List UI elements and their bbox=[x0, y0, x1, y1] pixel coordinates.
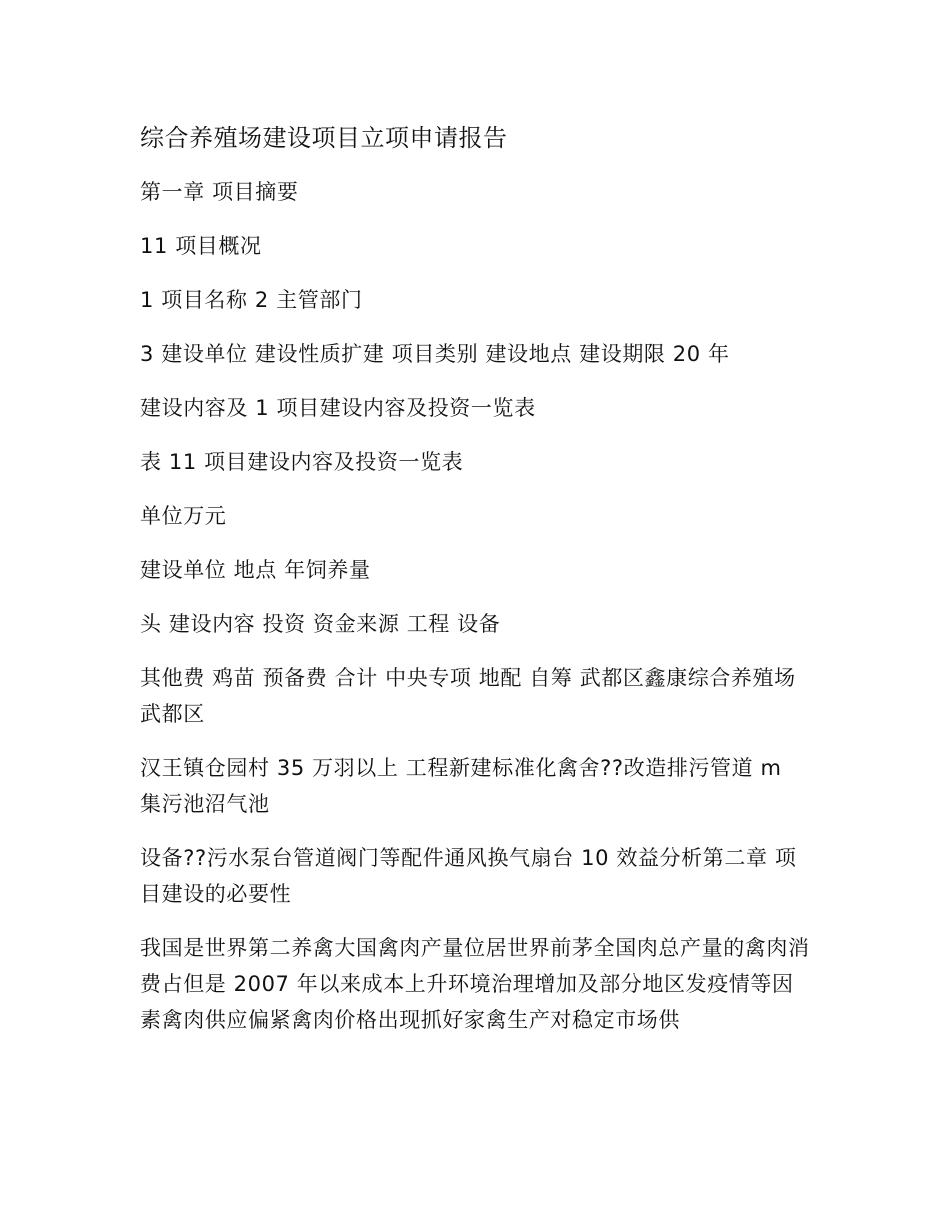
paragraph: 1 项目名称 2 主管部门 bbox=[140, 288, 363, 312]
paragraph: 头 建设内容 投资 资金来源 工程 设备 bbox=[140, 612, 501, 636]
document-page bbox=[140, 118, 810, 1056]
body-paragraph: 我国是世界第二养禽大国禽肉产量位居世界前茅全国肉总产量的禽肉消费占但是 2007 年以来成本上升环境治理增加及部分地区发疫情等因素禽肉供应偏紧禽肉价格出现抓好家禽生产对稳定市场供 bbox=[140, 936, 810, 1032]
unit-note: 单位万元 bbox=[140, 504, 227, 528]
paragraph: 3 建设单位 建设性质扩建 项目类别 建设地点 建设期限 20 年 bbox=[140, 342, 730, 366]
section-heading: 11 项目概况 bbox=[140, 234, 262, 258]
paragraph: 建设单位 地点 年饲养量 bbox=[140, 558, 371, 582]
paragraph: 其他费 鸡苗 预备费 合计 中央专项 地配 自筹 武都区鑫康综合养殖场 武都区 bbox=[140, 666, 796, 726]
table-caption: 表 11 项目建设内容及投资一览表 bbox=[140, 450, 464, 474]
paragraph: 设备??污水泵台管道阀门等配件通风换气扇台 10 效益分析第二章 项目建设的必要性 bbox=[140, 846, 797, 906]
chapter-heading: 第一章 项目摘要 bbox=[140, 180, 299, 204]
paragraph: 建设内容及 1 项目建设内容及投资一览表 bbox=[140, 396, 536, 420]
paragraph: 汉王镇仓园村 35 万羽以上 工程新建标准化禽舍??改造排污管道 m 集污池沼气池 bbox=[140, 756, 782, 816]
document-title: 综合养殖场建设项目立项申请报告 bbox=[140, 124, 508, 152]
